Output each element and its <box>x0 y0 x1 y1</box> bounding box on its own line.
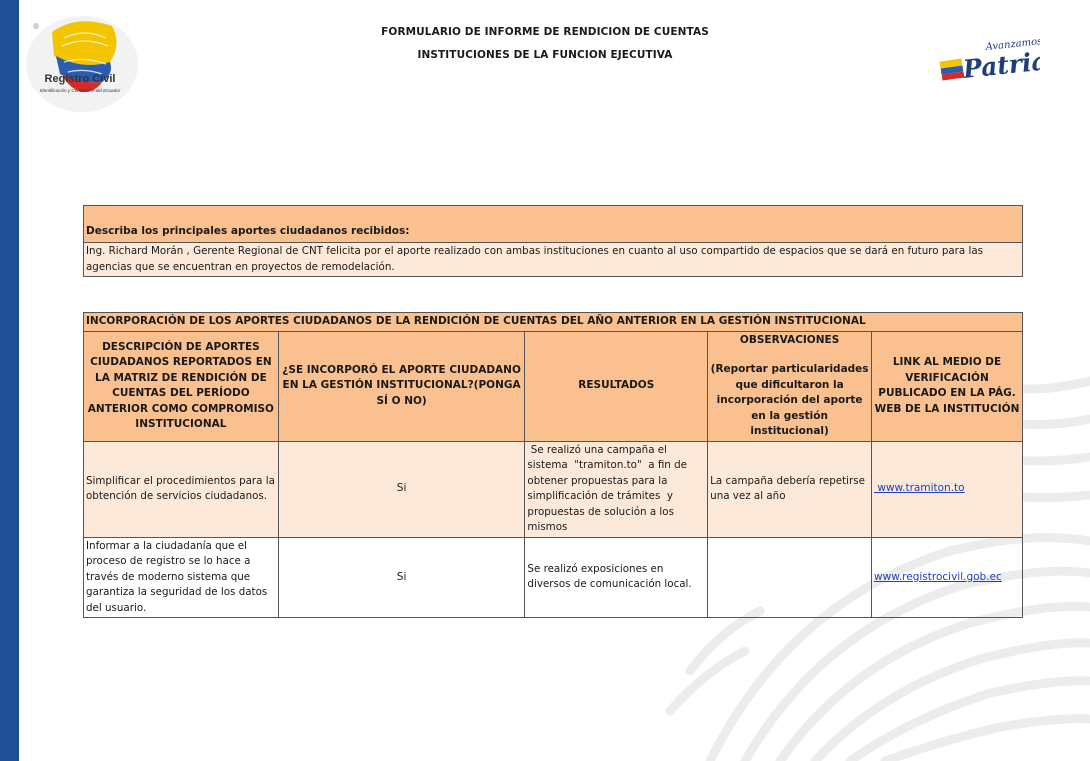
observaciones-title: OBSERVACIONES <box>739 333 840 346</box>
row1-link[interactable]: www.tramiton.to <box>874 482 965 495</box>
logo-left-text: Registro Civil <box>44 73 116 85</box>
incorporacion-title: INCORPORACIÓN DE LOS APORTES CIUDADANOS DE LA RENDICIÓN DE CUENTAS DEL AÑO ANTERIOR EN LA GESTIÓN INSTITUCIONAL <box>84 313 1023 332</box>
left-accent-bar <box>0 0 19 761</box>
observaciones-subtitle: (Reportar particularidades que dificultaron la incorporación del aporte en la gestión institucional) <box>710 363 869 437</box>
col-header-resultados: RESULTADOS <box>525 331 708 441</box>
col-header-incorporo: ¿SE INCORPORÓ EL APORTE CIUDADANO EN LA GESTIÓN INSTITUCIONAL?(PONGA SÍ O NO) <box>278 331 525 441</box>
row1-observaciones: La campaña debería repetirse una vez al año <box>708 441 872 537</box>
table-row <box>84 441 1023 537</box>
logo-right-small-text: Avanzamos <box>985 36 1040 53</box>
svg-text:Identificación y Cedulación de <box>40 88 121 93</box>
row2-incorporo: Si <box>278 537 525 618</box>
table-row <box>84 537 1023 618</box>
row2-observaciones <box>708 537 872 618</box>
logo-right-big-text: Patria! <box>961 45 1040 84</box>
logo-left-subtext: Identificación y Cedulación del Ecuador <box>39 88 121 93</box>
row2-link[interactable]: www.registrocivil.gob.ec <box>874 570 1002 583</box>
aportes-body: Ing. Richard Morán , Gerente Regional de CNT felicita por el aporte realizado con ambas instituciones en cuanto al uso compartido de espacios que se dará en futuro para las agencias que se encuentran en proyectos de remodelación. <box>84 243 1023 277</box>
row1-resultados: Se realizó una campaña el sistema "tramiton.to" a fin de obtener propuestas para la simplificación de trámites y propuestas de solución a los mismos <box>525 441 708 537</box>
aportes-table <box>83 205 1023 277</box>
aportes-heading: Describa los principales aportes ciudadanos recibidos: <box>84 206 1023 243</box>
avanzamos-patria-logo <box>936 36 1040 88</box>
form-subtitle: INSTITUCIONES DE LA FUNCION EJECUTIVA <box>417 49 673 61</box>
row1-incorporo: Si <box>278 441 525 537</box>
col-header-link: LINK AL MEDIO DE VERIFICACIÓN PUBLICADO EN LA PÁG. WEB DE LA INSTITUCIÓN <box>872 331 1023 441</box>
form-title: FORMULARIO DE INFORME DE RENDICION DE CUENTAS <box>381 26 709 38</box>
incorporacion-table <box>83 312 1023 618</box>
row1-descripcion: Simplificar el procedimientos para la obtención de servicios ciudadanos. <box>84 441 279 537</box>
row2-resultados: Se realizó exposiciones en diversos de comunicación local. <box>525 537 708 618</box>
row2-descripcion: Informar a la ciudadanía que el proceso de registro se lo hace a través de moderno sistema que garantiza la seguridad de los datos del usuario. <box>84 537 279 618</box>
col-header-descripcion: DESCRIPCIÓN DE APORTES CIUDADANOS REPORTADOS EN LA MATRIZ DE RENDICIÓN DE CUENTAS DEL PERÍODO ANTERIOR COMO COMPROMISO INSTITUCIONAL <box>84 331 279 441</box>
col-header-observaciones <box>708 331 872 441</box>
